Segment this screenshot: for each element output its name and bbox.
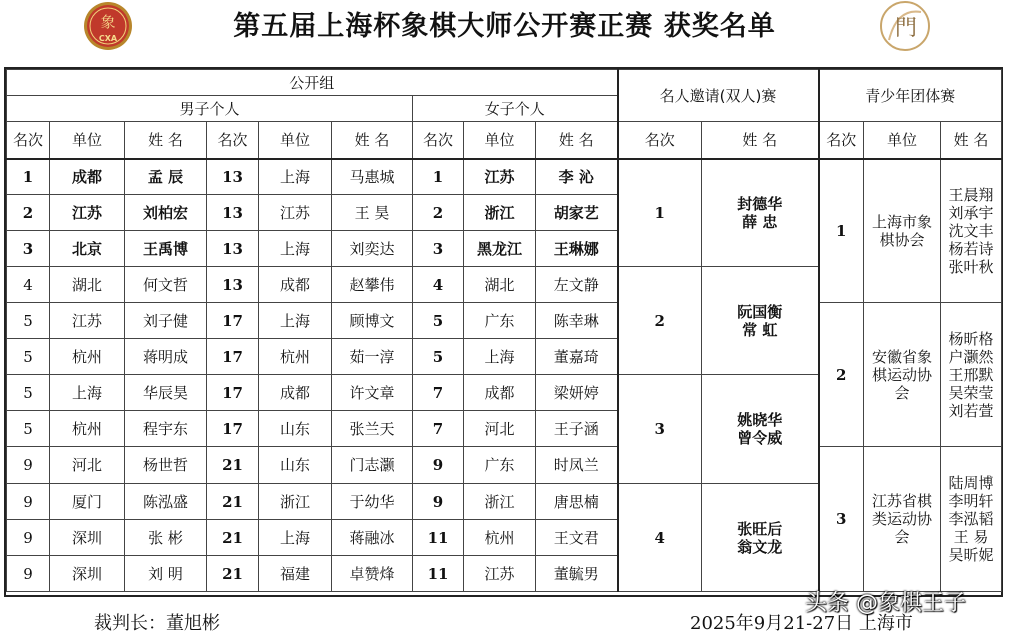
name-cell: 蒋明成 — [125, 339, 207, 375]
unit-cell: 浙江 — [464, 195, 536, 231]
name-cell: 王禹博 — [125, 231, 207, 267]
unit-cell: 江苏 — [259, 195, 332, 231]
rank-cell: 9 — [7, 556, 50, 592]
rank-cell: 3 — [618, 375, 702, 484]
team-unit: 安徽省象 棋运动协 会 — [864, 303, 941, 447]
team-names: 杨昕格 户灏然 王邢默 吴荣莹 刘若萱 — [941, 303, 1002, 447]
rank-cell: 9 — [413, 447, 464, 484]
rank-cell: 3 — [413, 231, 464, 267]
rank-cell: 7 — [413, 375, 464, 411]
col-rank: 名次 — [207, 122, 259, 159]
name-cell: 唐思楠 — [536, 484, 618, 520]
name-cell: 左文静 — [536, 267, 618, 303]
unit-cell: 湖北 — [50, 267, 125, 303]
rank-cell: 21 — [207, 484, 259, 520]
rank-cell: 13 — [207, 231, 259, 267]
name-cell: 胡家艺 — [536, 195, 618, 231]
name-cell: 张兰天 — [332, 411, 413, 447]
name-cell: 陈幸琳 — [536, 303, 618, 339]
team-unit: 上海市象 棋协会 — [864, 159, 941, 303]
name-cell: 于幼华 — [332, 484, 413, 520]
rank-cell: 9 — [7, 484, 50, 520]
table-row — [7, 159, 1002, 195]
rank-cell: 21 — [207, 447, 259, 484]
rank-cell: 5 — [7, 375, 50, 411]
pair-names: 姚晓华 曾令威 — [702, 375, 819, 484]
rank-cell: 17 — [207, 303, 259, 339]
unit-cell: 黑龙江 — [464, 231, 536, 267]
unit-cell: 成都 — [259, 267, 332, 303]
rank-cell: 13 — [207, 159, 259, 195]
unit-cell: 江苏 — [50, 195, 125, 231]
pair-names: 封德华 薛 忠 — [702, 159, 819, 267]
unit-cell: 杭州 — [50, 339, 125, 375]
header-women: 女子个人 — [413, 96, 618, 122]
rank-cell: 9 — [7, 447, 50, 484]
rank-cell: 5 — [413, 303, 464, 339]
name-cell: 茹一淳 — [332, 339, 413, 375]
rank-cell: 3 — [819, 447, 864, 592]
rank-cell: 5 — [7, 411, 50, 447]
unit-cell: 江苏 — [464, 159, 536, 195]
name-cell: 刘子健 — [125, 303, 207, 339]
page-title: 第五届上海杯象棋大师公开赛正赛 获奖名单 — [233, 11, 776, 42]
name-cell: 王子涵 — [536, 411, 618, 447]
unit-cell: 山东 — [259, 411, 332, 447]
rank-cell: 2 — [819, 303, 864, 447]
rank-cell: 1 — [7, 159, 50, 195]
name-cell: 董嘉琦 — [536, 339, 618, 375]
unit-cell: 河北 — [464, 411, 536, 447]
name-cell: 王文君 — [536, 520, 618, 556]
watermark: 头条 @象棋王子 — [805, 591, 966, 616]
col-name: 姓 名 — [125, 122, 207, 159]
team-unit: 江苏省棋 类运动协 会 — [864, 447, 941, 592]
pair-names: 阮国衡 常 虹 — [702, 267, 819, 375]
name-cell: 华辰昊 — [125, 375, 207, 411]
unit-cell: 浙江 — [464, 484, 536, 520]
rank-cell: 7 — [413, 411, 464, 447]
event-date: 2025年9月21-27日 上海市 — [690, 613, 913, 634]
unit-cell: 山东 — [259, 447, 332, 484]
rank-cell: 1 — [819, 159, 864, 303]
team-names: 王晨翔 刘承宇 沈文丰 杨若诗 张叶秋 — [941, 159, 1002, 303]
name-cell: 王 昊 — [332, 195, 413, 231]
name-cell: 卓赞烽 — [332, 556, 413, 592]
pair-names: 张旺后 翁文龙 — [702, 484, 819, 592]
brand-logo — [875, 0, 935, 52]
header-men: 男子个人 — [7, 96, 413, 122]
cxa-logo — [77, 1, 139, 51]
col-unit: 单位 — [259, 122, 332, 159]
rank-cell: 17 — [207, 411, 259, 447]
unit-cell: 杭州 — [50, 411, 125, 447]
name-cell: 刘 明 — [125, 556, 207, 592]
name-cell: 张 彬 — [125, 520, 207, 556]
results-table — [6, 69, 1002, 592]
name-cell: 蒋融冰 — [332, 520, 413, 556]
name-cell: 许文章 — [332, 375, 413, 411]
header-celebrity: 名人邀请(双人)赛 — [618, 70, 819, 122]
rank-cell: 1 — [413, 159, 464, 195]
col-name: 姓 名 — [536, 122, 618, 159]
unit-cell: 浙江 — [259, 484, 332, 520]
logo-glyph: 象 — [100, 13, 116, 31]
rank-cell: 9 — [413, 484, 464, 520]
unit-cell: 上海 — [259, 159, 332, 195]
rank-cell: 17 — [207, 339, 259, 375]
rank-cell: 9 — [7, 520, 50, 556]
unit-cell: 成都 — [259, 375, 332, 411]
rank-cell: 4 — [7, 267, 50, 303]
name-cell: 马惠城 — [332, 159, 413, 195]
unit-cell: 成都 — [464, 375, 536, 411]
rank-cell: 17 — [207, 375, 259, 411]
col-unit: 单位 — [50, 122, 125, 159]
col-rank: 名次 — [7, 122, 50, 159]
unit-cell: 杭州 — [259, 339, 332, 375]
col-rank: 名次 — [819, 122, 864, 159]
table-row — [7, 447, 1002, 484]
unit-cell: 杭州 — [464, 520, 536, 556]
unit-cell: 上海 — [259, 231, 332, 267]
logo-glyph-right: 門 — [894, 16, 918, 41]
unit-cell: 上海 — [259, 303, 332, 339]
name-cell: 董毓男 — [536, 556, 618, 592]
name-cell: 何文哲 — [125, 267, 207, 303]
unit-cell: 广东 — [464, 447, 536, 484]
unit-cell: 深圳 — [50, 520, 125, 556]
unit-cell: 江苏 — [50, 303, 125, 339]
name-cell: 时凤兰 — [536, 447, 618, 484]
col-rank: 名次 — [618, 122, 702, 159]
unit-cell: 厦门 — [50, 484, 125, 520]
rank-cell: 1 — [618, 159, 702, 267]
rank-cell: 11 — [413, 520, 464, 556]
col-name: 姓 名 — [332, 122, 413, 159]
rank-cell: 2 — [618, 267, 702, 375]
name-cell: 李 沁 — [536, 159, 618, 195]
rank-cell: 4 — [413, 267, 464, 303]
name-cell: 孟 辰 — [125, 159, 207, 195]
col-name: 姓 名 — [702, 122, 819, 159]
name-cell: 赵攀伟 — [332, 267, 413, 303]
referee-note: 裁判长：董旭彬 — [94, 613, 220, 634]
rank-cell: 2 — [413, 195, 464, 231]
name-cell: 门志灏 — [332, 447, 413, 484]
rank-cell: 11 — [413, 556, 464, 592]
name-cell: 王琳娜 — [536, 231, 618, 267]
unit-cell: 湖北 — [464, 267, 536, 303]
name-cell: 程宇东 — [125, 411, 207, 447]
unit-cell: 北京 — [50, 231, 125, 267]
rank-cell: 21 — [207, 556, 259, 592]
unit-cell: 上海 — [50, 375, 125, 411]
rank-cell: 3 — [7, 231, 50, 267]
table-row — [7, 303, 1002, 339]
unit-cell: 上海 — [464, 339, 536, 375]
rank-cell: 2 — [7, 195, 50, 231]
header-youth: 青少年团体赛 — [819, 70, 1002, 122]
unit-cell: 河北 — [50, 447, 125, 484]
name-cell: 刘奕达 — [332, 231, 413, 267]
unit-cell: 深圳 — [50, 556, 125, 592]
logo-text: CXA — [98, 34, 118, 43]
unit-cell: 福建 — [259, 556, 332, 592]
col-name: 姓 名 — [941, 122, 1002, 159]
rank-cell: 21 — [207, 520, 259, 556]
unit-cell: 上海 — [259, 520, 332, 556]
name-cell: 顾博文 — [332, 303, 413, 339]
rank-cell: 13 — [207, 267, 259, 303]
unit-cell: 成都 — [50, 159, 125, 195]
rank-cell: 5 — [413, 339, 464, 375]
col-unit: 单位 — [864, 122, 941, 159]
col-unit: 单位 — [464, 122, 536, 159]
header-open-group: 公开组 — [7, 70, 618, 96]
rank-cell: 4 — [618, 484, 702, 592]
name-cell: 刘柏宏 — [125, 195, 207, 231]
rank-cell: 13 — [207, 195, 259, 231]
rank-cell: 5 — [7, 339, 50, 375]
unit-cell: 广东 — [464, 303, 536, 339]
rank-cell: 5 — [7, 303, 50, 339]
col-rank: 名次 — [413, 122, 464, 159]
name-cell: 梁妍婷 — [536, 375, 618, 411]
unit-cell: 江苏 — [464, 556, 536, 592]
name-cell: 杨世哲 — [125, 447, 207, 484]
name-cell: 陈泓盛 — [125, 484, 207, 520]
team-names: 陆周博 李明轩 李泓韬 王 易 吴昕妮 — [941, 447, 1002, 592]
